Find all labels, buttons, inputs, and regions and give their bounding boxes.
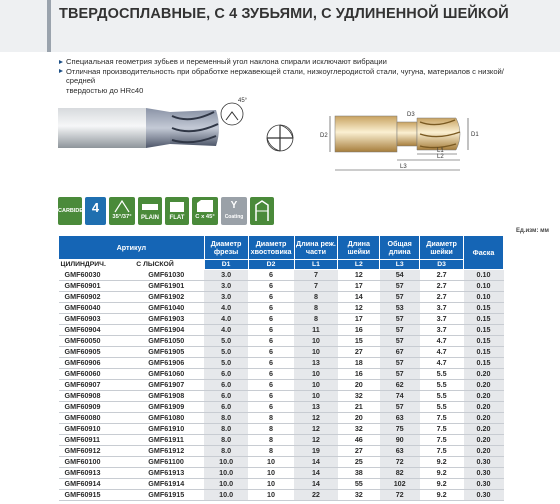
cell-d3: 5.5 <box>420 380 464 391</box>
cell-l1: 13 <box>294 402 338 413</box>
cell-l1: 10 <box>294 369 338 380</box>
plain-label: PLAIN <box>141 215 159 221</box>
cell-article-cyl: GMF60050 <box>59 336 135 347</box>
cell-article-flat: GMF61060 <box>134 369 204 380</box>
cell-l3: 102 <box>380 479 420 490</box>
cell-l2: 32 <box>338 424 380 435</box>
cell-l3: 74 <box>380 391 420 402</box>
cell-l1: 8 <box>294 314 338 325</box>
cell-chamfer: 0.20 <box>464 413 504 424</box>
cell-d1: 10.0 <box>204 479 248 490</box>
plain-shank-icon <box>138 197 162 225</box>
feature-item-continuation: твердостью до HRc40 <box>66 85 144 95</box>
cell-d3: 9.2 <box>420 490 464 501</box>
chamfer-icon <box>192 197 218 225</box>
cell-d3: 3.7 <box>420 325 464 336</box>
cell-l2: 32 <box>338 391 380 402</box>
cell-d3: 5.5 <box>420 391 464 402</box>
cell-l2: 32 <box>338 490 380 501</box>
cell-article-flat: GMF61050 <box>134 336 204 347</box>
cell-article-flat: GMF61908 <box>134 391 204 402</box>
cell-d2: 6 <box>248 358 294 369</box>
col-header-d3: Диаметр шейки <box>420 236 464 260</box>
cell-article-cyl: GMF60910 <box>59 424 135 435</box>
cell-l1: 8 <box>294 303 338 314</box>
cell-l1: 12 <box>294 413 338 424</box>
cell-article-flat: GMF61030 <box>134 270 204 281</box>
cell-article-cyl: GMF60040 <box>59 303 135 314</box>
cell-d3: 3.7 <box>420 303 464 314</box>
cell-l2: 15 <box>338 336 380 347</box>
cell-d3: 7.5 <box>420 413 464 424</box>
subheader-d1: D1 <box>204 260 248 270</box>
cell-d2: 6 <box>248 380 294 391</box>
unit-note: Ед.изм: мм <box>516 228 549 234</box>
cell-chamfer: 0.20 <box>464 380 504 391</box>
cell-l2: 55 <box>338 479 380 490</box>
feature-item: Отличная производительность при обработке нержавеющей стали, низкоуглеродистой стали, чугуна, материалов с низкой/средней <box>58 67 528 86</box>
table-row <box>59 369 504 380</box>
cell-l1: 14 <box>294 457 338 468</box>
cell-l3: 72 <box>380 457 420 468</box>
subheader-cyl: ЦИЛИНДРИЧ. <box>59 260 135 270</box>
coating-letter: Y <box>230 200 238 211</box>
cell-l1: 7 <box>294 281 338 292</box>
table-row <box>59 446 504 457</box>
cell-d2: 8 <box>248 413 294 424</box>
cell-l1: 10 <box>294 380 338 391</box>
cell-l2: 12 <box>338 270 380 281</box>
cell-l3: 90 <box>380 435 420 446</box>
table-row <box>59 402 504 413</box>
cell-article-cyl: GMF60911 <box>59 435 135 446</box>
header-band <box>0 0 560 52</box>
cell-d2: 6 <box>248 402 294 413</box>
product-table <box>58 235 504 501</box>
cell-l1: 10 <box>294 391 338 402</box>
col-header-l2: Длина шейки <box>338 236 380 260</box>
table-row <box>59 490 504 501</box>
cell-l2: 46 <box>338 435 380 446</box>
cell-article-flat: GMF61911 <box>134 435 204 446</box>
cell-d2: 6 <box>248 347 294 358</box>
cell-chamfer: 0.15 <box>464 303 504 314</box>
carbide-icon: CARBIDE <box>58 197 82 225</box>
cell-d3: 9.2 <box>420 468 464 479</box>
cell-l3: 82 <box>380 468 420 479</box>
cell-article-cyl: GMF60909 <box>59 402 135 413</box>
cell-l3: 75 <box>380 424 420 435</box>
cell-d1: 8.0 <box>204 424 248 435</box>
cell-l1: 14 <box>294 479 338 490</box>
feature-item: Специальная геометрия зубьев и переменный угол наклона спирали исключают вибрации <box>58 57 528 67</box>
col-header-l1: Длина реж. части <box>294 236 338 260</box>
table-row <box>59 424 504 435</box>
cell-l2: 16 <box>338 369 380 380</box>
cell-l1: 14 <box>294 468 338 479</box>
cell-article-flat: GMF61905 <box>134 347 204 358</box>
cell-article-flat: GMF61904 <box>134 325 204 336</box>
subheader-flat: С ЛЫСКОЙ <box>134 260 204 270</box>
cell-l1: 12 <box>294 435 338 446</box>
cell-d1: 6.0 <box>204 369 248 380</box>
col-header-d2: Диаметр хвостовика <box>248 236 294 260</box>
cell-d3: 4.7 <box>420 336 464 347</box>
cell-l1: 8 <box>294 292 338 303</box>
cell-l2: 14 <box>338 292 380 303</box>
cell-article-cyl: GMF60914 <box>59 479 135 490</box>
cell-l3: 57 <box>380 292 420 303</box>
cell-d3: 4.7 <box>420 358 464 369</box>
cell-d1: 3.0 <box>204 281 248 292</box>
cell-d3: 7.5 <box>420 446 464 457</box>
cell-chamfer: 0.20 <box>464 391 504 402</box>
subheader-l2: L2 <box>338 260 380 270</box>
cell-d3: 5.5 <box>420 369 464 380</box>
cell-l2: 25 <box>338 457 380 468</box>
cell-l3: 63 <box>380 446 420 457</box>
cell-d3: 7.5 <box>420 424 464 435</box>
cell-d1: 6.0 <box>204 391 248 402</box>
cell-d3: 2.7 <box>420 281 464 292</box>
cell-d3: 9.2 <box>420 457 464 468</box>
cell-l3: 54 <box>380 270 420 281</box>
cell-article-flat: GMF61901 <box>134 281 204 292</box>
cell-d2: 8 <box>248 446 294 457</box>
svg-text:D2: D2 <box>320 133 328 139</box>
flute-count: 4 <box>91 200 100 215</box>
cell-chamfer: 0.20 <box>464 424 504 435</box>
cell-l1: 12 <box>294 424 338 435</box>
cell-article-flat: GMF61909 <box>134 402 204 413</box>
table-row <box>59 413 504 424</box>
coating-label: Coating <box>224 214 244 220</box>
cell-l1: 11 <box>294 325 338 336</box>
four-flutes-icon <box>85 197 106 225</box>
cell-l3: 57 <box>380 325 420 336</box>
cell-d1: 6.0 <box>204 380 248 391</box>
cell-d1: 5.0 <box>204 347 248 358</box>
cell-chamfer: 0.30 <box>464 479 504 490</box>
table-row <box>59 314 504 325</box>
table-row <box>59 292 504 303</box>
cell-d3: 4.7 <box>420 347 464 358</box>
cell-article-cyl: GMF60902 <box>59 292 135 303</box>
cell-article-flat: GMF61902 <box>134 292 204 303</box>
cell-l1: 10 <box>294 347 338 358</box>
cell-article-cyl: GMF60903 <box>59 314 135 325</box>
cell-article-flat: GMF61040 <box>134 303 204 314</box>
table-row <box>59 303 504 314</box>
cell-d1: 10.0 <box>204 457 248 468</box>
subheader-d2: D2 <box>248 260 294 270</box>
table-row <box>59 380 504 391</box>
cell-d1: 8.0 <box>204 446 248 457</box>
cell-chamfer: 0.10 <box>464 270 504 281</box>
cell-article-cyl: GMF60905 <box>59 347 135 358</box>
cell-chamfer: 0.20 <box>464 435 504 446</box>
flat-label: FLAT <box>169 215 185 221</box>
cell-l3: 57 <box>380 358 420 369</box>
cell-d1: 10.0 <box>204 468 248 479</box>
endmill-photo <box>58 108 219 148</box>
subheader-l3: L3 <box>380 260 420 270</box>
cell-d1: 8.0 <box>204 435 248 446</box>
cell-d1: 4.0 <box>204 314 248 325</box>
cell-d2: 6 <box>248 281 294 292</box>
cell-article-flat: GMF61906 <box>134 358 204 369</box>
cell-article-cyl: GMF60906 <box>59 358 135 369</box>
cell-article-cyl: GMF60912 <box>59 446 135 457</box>
cell-l1: 19 <box>294 446 338 457</box>
cell-article-cyl: GMF60100 <box>59 457 135 468</box>
cell-article-flat: GMF61912 <box>134 446 204 457</box>
table-row <box>59 281 504 292</box>
cell-l2: 27 <box>338 446 380 457</box>
cell-article-cyl: GMF60907 <box>59 380 135 391</box>
detail-angle-callout <box>221 98 248 125</box>
cell-l2: 27 <box>338 347 380 358</box>
chamfer-label: C x 45° <box>195 214 215 220</box>
cell-d3: 2.7 <box>420 270 464 281</box>
cell-l3: 57 <box>380 314 420 325</box>
cell-d3: 2.7 <box>420 292 464 303</box>
cell-chamfer: 0.15 <box>464 347 504 358</box>
svg-text:L1: L1 <box>437 148 444 154</box>
cell-l3: 57 <box>380 402 420 413</box>
cell-chamfer: 0.10 <box>464 281 504 292</box>
cell-l3: 57 <box>380 336 420 347</box>
cell-article-cyl: GMF60913 <box>59 468 135 479</box>
cell-article-cyl: GMF60060 <box>59 369 135 380</box>
cell-d2: 6 <box>248 369 294 380</box>
cell-l3: 63 <box>380 413 420 424</box>
cell-article-cyl: GMF60901 <box>59 281 135 292</box>
table-row <box>59 468 504 479</box>
dimension-drawing <box>320 112 479 170</box>
cell-d3: 5.5 <box>420 402 464 413</box>
cell-d2: 10 <box>248 479 294 490</box>
page-title: ТВЕРДОСПЛАВНЫЕ, С 4 ЗУБЬЯМИ, С УДЛИНЕННОЙ ШЕЙКОЙ <box>59 6 509 22</box>
cell-l3: 57 <box>380 369 420 380</box>
cell-d1: 10.0 <box>204 490 248 501</box>
cell-chamfer: 0.20 <box>464 402 504 413</box>
table-body <box>59 270 504 501</box>
header-accent-bar <box>47 0 51 52</box>
table-row <box>59 336 504 347</box>
table-row <box>59 358 504 369</box>
helix-angle-icon <box>109 197 135 225</box>
table-header-row <box>59 236 504 260</box>
cell-article-flat: GMF61080 <box>134 413 204 424</box>
cell-d2: 6 <box>248 270 294 281</box>
subheader-l1: L1 <box>294 260 338 270</box>
coating-icon <box>221 197 247 225</box>
table-row <box>59 435 504 446</box>
cell-d1: 8.0 <box>204 413 248 424</box>
cell-article-flat: GMF61913 <box>134 468 204 479</box>
col-header-chamfer: Фаска <box>464 236 504 270</box>
table-row <box>59 325 504 336</box>
cell-d3: 9.2 <box>420 479 464 490</box>
cell-d1: 3.0 <box>204 292 248 303</box>
cell-d3: 3.7 <box>420 314 464 325</box>
cell-chamfer: 0.10 <box>464 292 504 303</box>
cell-d3: 7.5 <box>420 435 464 446</box>
cell-d2: 10 <box>248 490 294 501</box>
cell-l3: 53 <box>380 303 420 314</box>
end-view-diagram <box>267 125 293 151</box>
cell-d1: 5.0 <box>204 336 248 347</box>
cell-l2: 16 <box>338 325 380 336</box>
table-row <box>59 391 504 402</box>
table-row <box>59 479 504 490</box>
cell-d2: 10 <box>248 468 294 479</box>
subheader-d3: D3 <box>420 260 464 270</box>
cell-d2: 6 <box>248 303 294 314</box>
cell-l2: 12 <box>338 303 380 314</box>
cell-l2: 20 <box>338 380 380 391</box>
cell-article-flat: GMF61914 <box>134 479 204 490</box>
cell-article-cyl: GMF60080 <box>59 413 135 424</box>
cell-d1: 3.0 <box>204 270 248 281</box>
cell-l3: 67 <box>380 347 420 358</box>
flat-end-icon <box>165 197 189 225</box>
cell-d1: 6.0 <box>204 402 248 413</box>
cell-chamfer: 0.20 <box>464 369 504 380</box>
cell-chamfer: 0.20 <box>464 446 504 457</box>
svg-text:L3: L3 <box>400 164 407 170</box>
cell-d2: 6 <box>248 314 294 325</box>
cell-d2: 6 <box>248 325 294 336</box>
table-row <box>59 270 504 281</box>
cell-l2: 17 <box>338 314 380 325</box>
cell-article-cyl: GMF60908 <box>59 391 135 402</box>
cell-d1: 4.0 <box>204 325 248 336</box>
cell-l2: 20 <box>338 413 380 424</box>
cell-chamfer: 0.15 <box>464 314 504 325</box>
helix-angle-label: 35°/37° <box>112 214 132 220</box>
cell-article-flat: GMF61903 <box>134 314 204 325</box>
shank-icon <box>250 197 274 225</box>
cell-d1: 4.0 <box>204 303 248 314</box>
cell-article-cyl: GMF60915 <box>59 490 135 501</box>
table-subheader-row <box>59 260 504 270</box>
cell-l3: 62 <box>380 380 420 391</box>
cell-article-flat: GMF61100 <box>134 457 204 468</box>
svg-text:L2: L2 <box>437 154 444 160</box>
cell-l2: 21 <box>338 402 380 413</box>
cell-l2: 18 <box>338 358 380 369</box>
cell-article-cyl: GMF60030 <box>59 270 135 281</box>
cell-d2: 6 <box>248 292 294 303</box>
cell-chamfer: 0.30 <box>464 457 504 468</box>
cell-article-cyl: GMF60904 <box>59 325 135 336</box>
cell-chamfer: 0.30 <box>464 468 504 479</box>
cell-d2: 6 <box>248 336 294 347</box>
cell-l2: 38 <box>338 468 380 479</box>
cell-chamfer: 0.15 <box>464 358 504 369</box>
svg-text:D1: D1 <box>471 132 479 138</box>
cell-chamfer: 0.15 <box>464 325 504 336</box>
svg-text:45°: 45° <box>238 98 248 104</box>
cell-article-flat: GMF61910 <box>134 424 204 435</box>
tool-drawing <box>0 85 560 188</box>
svg-text:D3: D3 <box>407 112 415 118</box>
cell-l1: 10 <box>294 336 338 347</box>
cell-d1: 5.0 <box>204 358 248 369</box>
cell-l1: 7 <box>294 270 338 281</box>
cell-d2: 8 <box>248 424 294 435</box>
table-row <box>59 347 504 358</box>
cell-l2: 17 <box>338 281 380 292</box>
col-header-article: Артикул <box>59 236 205 260</box>
cell-l3: 57 <box>380 281 420 292</box>
cell-chamfer: 0.30 <box>464 490 504 501</box>
cell-article-flat: GMF61915 <box>134 490 204 501</box>
table-row <box>59 457 504 468</box>
cell-l1: 13 <box>294 358 338 369</box>
col-header-d1: Диаметр фрезы <box>204 236 248 260</box>
cell-d2: 8 <box>248 435 294 446</box>
col-header-l3: Общая длина <box>380 236 420 260</box>
cell-chamfer: 0.15 <box>464 336 504 347</box>
cell-l1: 22 <box>294 490 338 501</box>
cell-d2: 10 <box>248 457 294 468</box>
cell-l3: 72 <box>380 490 420 501</box>
cell-article-flat: GMF61907 <box>134 380 204 391</box>
cell-d2: 6 <box>248 391 294 402</box>
